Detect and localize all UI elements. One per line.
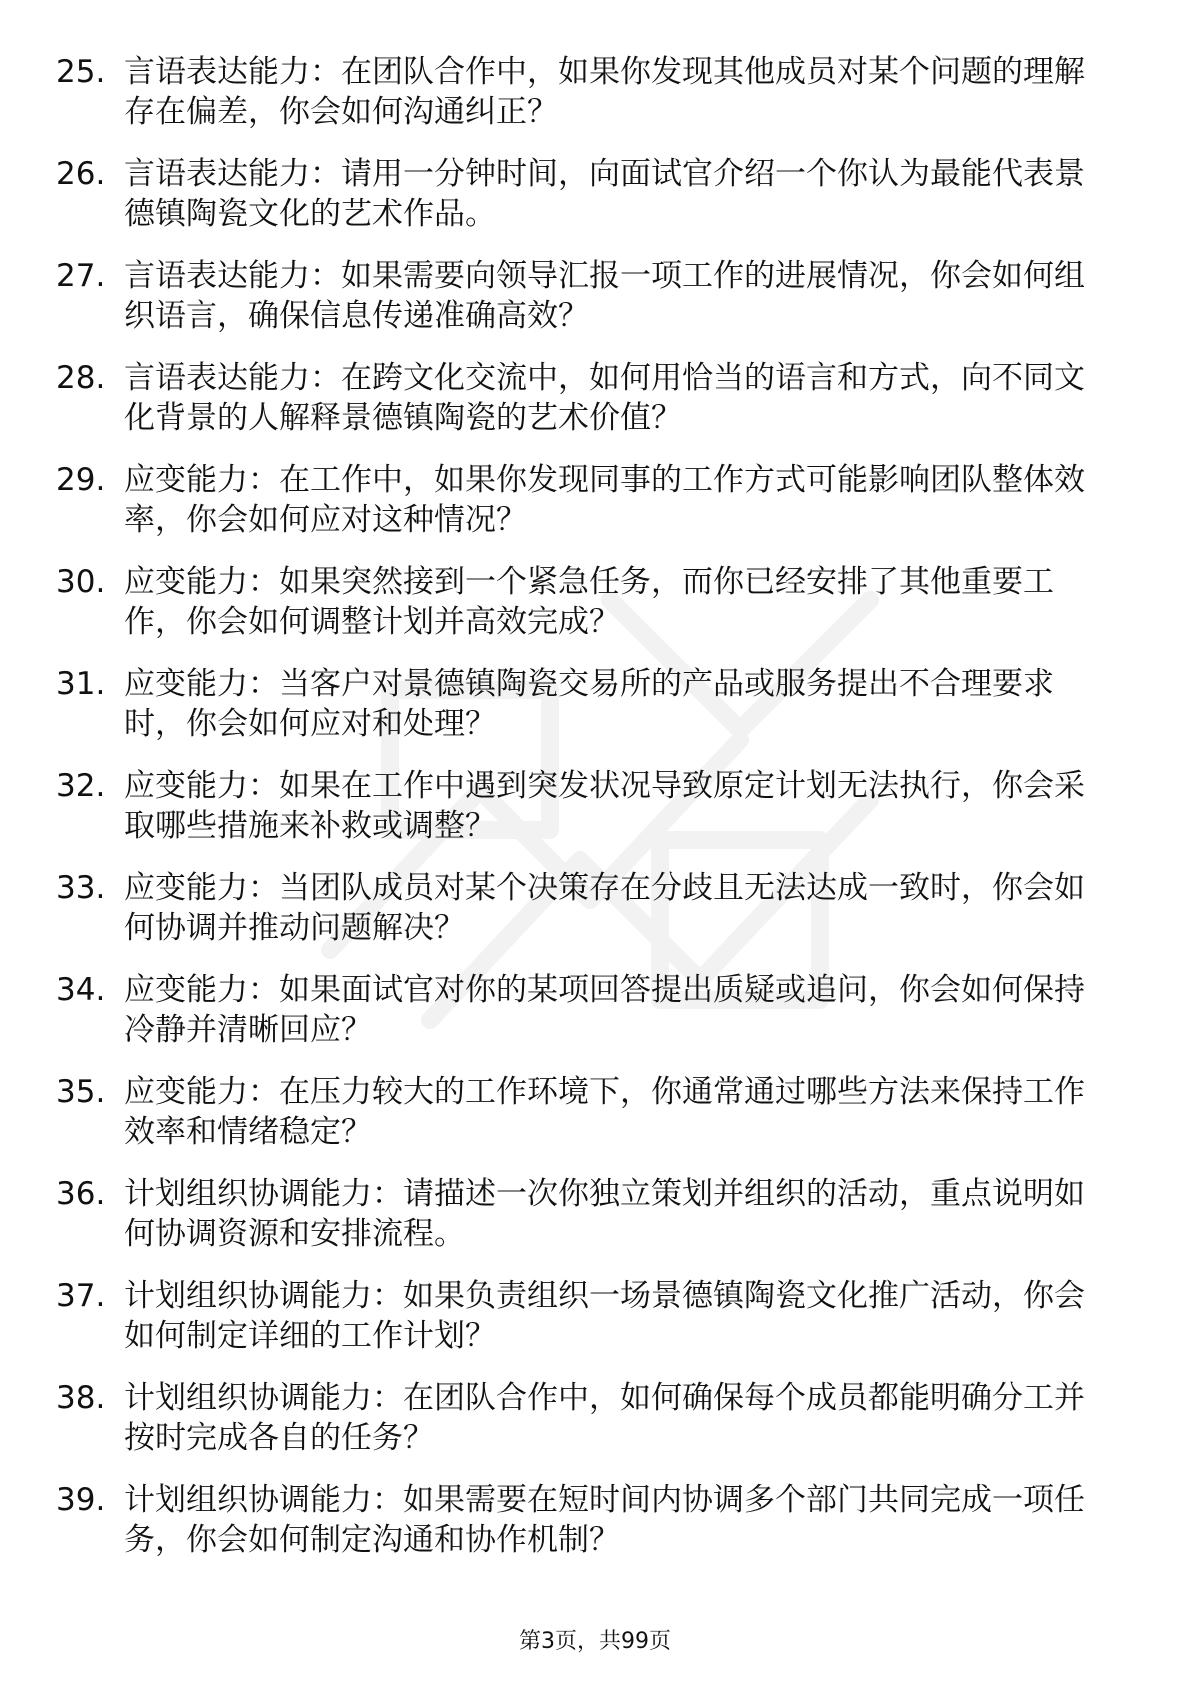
question-number: 31. (56, 666, 106, 702)
question-item (56, 256, 1118, 358)
question-item (56, 1174, 1118, 1276)
question-text: 应变能力：如果面试官对你的某项回答提出质疑或追问，你会如何保持冷静并清晰回应？ (124, 972, 1085, 1048)
question-number: 32. (56, 768, 106, 804)
question-text: 应变能力：如果在工作中遇到突发状况导致原定计划无法执行，你会采取哪些措施来补救或调整？ (124, 768, 1085, 844)
question-text: 计划组织协调能力：如果需要在短时间内协调多个部门共同完成一项任务，你会如何制定沟通和协作机制？ (124, 1482, 1085, 1558)
question-text: 应变能力：当客户对景德镇陶瓷交易所的产品或服务提出不合理要求时，你会如何应对和处理？ (124, 666, 1054, 742)
question-text: 应变能力：在压力较大的工作环境下，你通常通过哪些方法来保持工作效率和情绪稳定？ (124, 1074, 1085, 1150)
question-text: 计划组织协调能力：在团队合作中，如何确保每个成员都能明确分工并按时完成各自的任务？ (124, 1380, 1085, 1456)
question-item (56, 766, 1118, 868)
question-item (56, 562, 1118, 664)
question-number: 30. (56, 564, 106, 600)
question-number: 34. (56, 972, 106, 1008)
question-text: 计划组织协调能力：如果负责组织一场景德镇陶瓷文化推广活动，你会如何制定详细的工作计划？ (124, 1278, 1085, 1354)
question-number: 33. (56, 870, 106, 906)
question-text: 计划组织协调能力：请描述一次你独立策划并组织的活动，重点说明如何协调资源和安排流程。 (124, 1176, 1085, 1252)
question-number: 37. (56, 1278, 106, 1314)
question-number: 29. (56, 462, 106, 498)
question-item (56, 868, 1118, 970)
question-text: 应变能力：当团队成员对某个决策存在分歧且无法达成一致时，你会如何协调并推动问题解决？ (124, 870, 1085, 946)
question-number: 26. (56, 156, 106, 192)
question-number: 38. (56, 1380, 106, 1416)
question-number: 27. (56, 258, 106, 294)
question-number: 36. (56, 1176, 106, 1212)
question-item (56, 664, 1118, 766)
question-item (56, 358, 1118, 460)
question-number: 35. (56, 1074, 106, 1110)
question-text: 应变能力：在工作中，如果你发现同事的工作方式可能影响团队整体效率，你会如何应对这种情况？ (124, 462, 1085, 538)
page-footer: 第3页，共99页 (519, 1629, 671, 1654)
question-item (56, 1072, 1118, 1174)
question-text: 言语表达能力：在团队合作中，如果你发现其他成员对某个问题的理解存在偏差，你会如何沟通纠正？ (124, 54, 1085, 130)
question-item (56, 52, 1118, 154)
question-number: 28. (56, 360, 106, 396)
question-text: 言语表达能力：如果需要向领导汇报一项工作的进展情况，你会如何组织语言，确保信息传递准确高效？ (124, 258, 1085, 334)
question-list (56, 52, 1118, 1582)
question-item (56, 1480, 1118, 1582)
question-item (56, 154, 1118, 256)
question-item (56, 970, 1118, 1072)
question-item (56, 1378, 1118, 1480)
question-number: 25. (56, 54, 106, 90)
question-text: 应变能力：如果突然接到一个紧急任务，而你已经安排了其他重要工作，你会如何调整计划并高效完成？ (124, 564, 1054, 640)
question-number: 39. (56, 1482, 106, 1518)
question-item (56, 460, 1118, 562)
question-item (56, 1276, 1118, 1378)
question-text: 言语表达能力：在跨文化交流中，如何用恰当的语言和方式，向不同文化背景的人解释景德镇陶瓷的艺术价值？ (124, 360, 1085, 436)
question-text: 言语表达能力：请用一分钟时间，向面试官介绍一个你认为最能代表景德镇陶瓷文化的艺术作品。 (124, 156, 1085, 232)
